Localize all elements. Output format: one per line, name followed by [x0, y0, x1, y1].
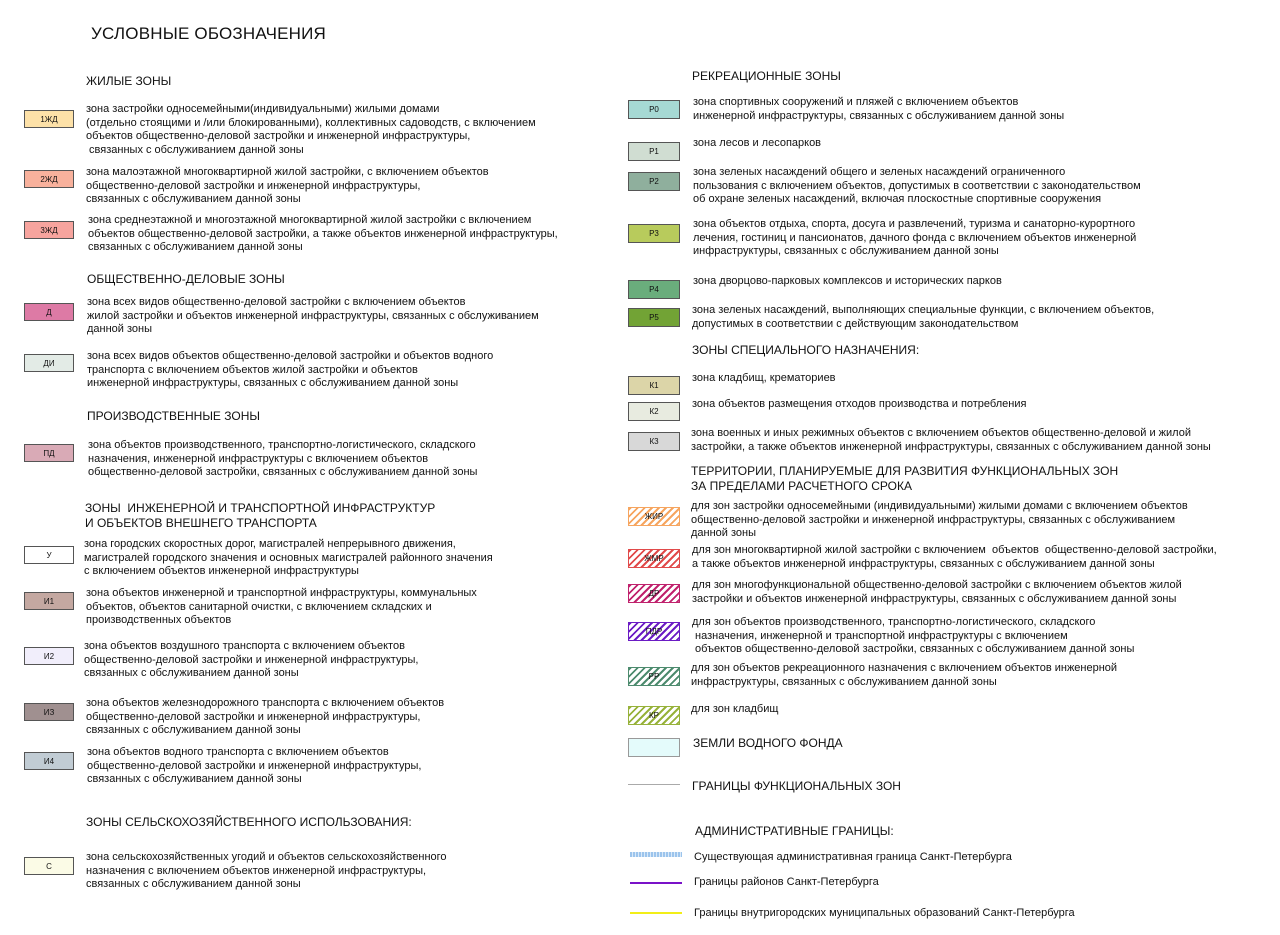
- swatch-label: Р3: [649, 229, 659, 238]
- desc-r1: зона лесов и лесопарков: [693, 137, 822, 149]
- desc-pdr: для зон объектов производственного, транспортно-логистического, складского назначения, инженерной и транспортной инфраструктуры с включением объектов общественно-деловой застройки, связанных с обслуживанием данной зоны: [692, 616, 1135, 656]
- swatch-label: Р5: [649, 313, 659, 322]
- legend-title: УСЛОВНЫЕ ОБОЗНАЧЕНИЯ: [91, 24, 327, 43]
- swatch-label: РР: [648, 672, 660, 681]
- section-agricultural: ЗОНЫ СЕЛЬСКОХОЗЯЙСТВЕННОГО ИСПОЛЬЗОВАНИЯ:: [86, 815, 412, 829]
- zone-border-line: [628, 784, 680, 785]
- swatch-label: Р1: [649, 147, 659, 156]
- desc-k3: зона военных и иных режимных объектов с включением объектов общественно-деловой и жилой застройки, а также объектов инженерной инфраструктуры, связанных с обслуживанием данной зоны: [691, 427, 1211, 453]
- swatch-label: ДИ: [43, 358, 55, 368]
- swatch-k3: [628, 432, 680, 451]
- swatch-kr: [628, 706, 680, 725]
- swatch-3zhd: [24, 221, 74, 239]
- swatch-k1: [628, 376, 680, 395]
- section-water: ЗЕМЛИ ВОДНОГО ФОНДА: [693, 736, 843, 750]
- swatch-label: Р2: [649, 177, 659, 186]
- swatch-zhmr: [628, 549, 680, 568]
- swatch-label: Р4: [649, 285, 659, 294]
- swatch-dr: [628, 584, 680, 603]
- desc-3zhd: зона среднеэтажной и многоэтажной многоквартирной жилой застройки с включением объектов общественно-деловой застройки, а также объектов инженерной инфраструктуры, связанных с обслуживанием данной зоны: [88, 214, 558, 254]
- swatch-label: И1: [43, 596, 55, 606]
- swatch-s: [24, 857, 74, 875]
- swatch-1zhd: [24, 110, 74, 128]
- desc-dr: для зон многофункциональной общественно-деловой застройки с включением объектов жилой застройки и объектов инженерной инфраструктуры, связанных с обслуживанием данной зоны: [692, 579, 1182, 605]
- admin-spb-label: Существующая административная граница Санкт-Петербурга: [694, 851, 1012, 863]
- swatch-label: У: [46, 550, 52, 560]
- swatch-label: ПД: [43, 448, 55, 458]
- district-border-line: [630, 882, 682, 884]
- swatch-k2: [628, 402, 680, 421]
- swatch-d: [24, 303, 74, 321]
- section-borders: ГРАНИЦЫ ФУНКЦИОНАЛЬНЫХ ЗОН: [692, 779, 901, 793]
- swatch-label: ЖМР: [644, 554, 664, 563]
- section-infrastructure: ЗОНЫ ИНЖЕНЕРНОЙ И ТРАНСПОРТНОЙ ИНФРАСТРУКТУР И ОБЪЕКТОВ ВНЕШНЕГО ТРАНСПОРТА: [85, 501, 436, 530]
- swatch-label: ПДР: [645, 627, 663, 636]
- desc-i1: зона объектов инженерной и транспортной инфраструктуры, коммунальных объектов, объектов санитарной очистки, с включением складских и производственных объектов: [86, 587, 477, 627]
- section-planned: ТЕРРИТОРИИ, ПЛАНИРУЕМЫЕ ДЛЯ РАЗВИТИЯ ФУНКЦИОНАЛЬНЫХ ЗОН ЗА ПРЕДЕЛАМИ РАСЧЕТНОГО СРОКА: [691, 464, 1119, 493]
- swatch-label: И4: [43, 756, 55, 766]
- section-business: ОБЩЕСТВЕННО-ДЕЛОВЫЕ ЗОНЫ: [87, 272, 285, 286]
- swatch-label: К2: [649, 407, 659, 416]
- desc-k1: зона кладбищ, крематориев: [692, 372, 836, 384]
- swatch-r5: [628, 308, 680, 327]
- desc-di: зона всех видов объектов общественно-деловой застройки и объектов водного транспорта с включением объектов жилой застройки и объектов инженерной инфраструктуры, связанных с обслуживанием данной зоны: [87, 350, 494, 390]
- swatch-label: К1: [649, 381, 659, 390]
- swatch-i1: [24, 592, 74, 610]
- desc-i3: зона объектов железнодорожного транспорта с включением объектов общественно-деловой застройки и инженерной инфраструктуры, связанных с обслуживанием данной зоны: [86, 697, 445, 737]
- swatch-r2: [628, 172, 680, 191]
- desc-rr: для зон объектов рекреационного назначения с включением объектов инженерной инфраструктуры, связанных с обслуживанием данной зоны: [691, 662, 1118, 688]
- swatch-label: ЖИР: [644, 512, 664, 521]
- swatch-label: Д: [46, 307, 52, 317]
- desc-i2: зона объектов воздушного транспорта с включением объектов общественно-деловой застройки и инженерной инфраструктуры, связанных с обслуживанием данной зоны: [84, 640, 419, 680]
- desc-zhir: для зон застройки односемейными (индивидуальными) жилыми домами с включением объектов общественно-деловой застройки и инженерной инфраструктуры, связанных с обслуживанием данной зоны: [691, 500, 1188, 540]
- desc-2zhd: зона малоэтажной многоквартирной жилой застройки, с включением объектов общественно-деловой застройки и инженерной инфраструктуры, связанных с обслуживанием данной зоны: [86, 166, 489, 206]
- desc-pd: зона объектов производственного, транспортно-логистического, складского назначения, инженерной инфраструктуры с включением объектов общественно-деловой застройки, связанных с обслуживанием данной зоны: [88, 439, 478, 479]
- swatch-rr: [628, 667, 680, 686]
- municipal-border-line: [630, 912, 682, 914]
- swatch-label: КР: [649, 711, 659, 720]
- desc-r4: зона дворцово-парковых комплексов и исторических парков: [693, 275, 1002, 287]
- swatch-label: К3: [649, 437, 659, 446]
- swatch-pd: [24, 444, 74, 462]
- swatch-r1: [628, 142, 680, 161]
- swatch-label: 3ЖД: [40, 225, 58, 235]
- swatch-label: 1ЖД: [40, 114, 58, 124]
- swatch-water: [628, 738, 680, 757]
- swatch-i2: [24, 647, 74, 665]
- section-special: ЗОНЫ СПЕЦИАЛЬНОГО НАЗНАЧЕНИЯ:: [692, 343, 920, 357]
- swatch-r0: [628, 100, 680, 119]
- desc-k2: зона объектов размещения отходов производства и потребления: [692, 398, 1027, 410]
- swatch-label: Р0: [649, 105, 659, 114]
- swatch-label: ДР: [648, 589, 660, 598]
- desc-r3: зона объектов отдыха, спорта, досуга и развлечений, туризма и санаторно-курортного лечения, гостиниц и пансионатов, дачного фонда с включением объектов инженерной инфраструктуры, связанных с обслуживанием данной зоны: [693, 218, 1137, 258]
- desc-i4: зона объектов водного транспорта с включением объектов общественно-деловой застройки и инженерной инфраструктуры, связанных с обслуживанием данной зоны: [87, 746, 422, 786]
- admin-districts-label: Границы районов Санкт-Петербурга: [694, 876, 879, 888]
- swatch-r4: [628, 280, 680, 299]
- section-production: ПРОИЗВОДСТВЕННЫЕ ЗОНЫ: [87, 409, 261, 423]
- desc-kr: для зон кладбищ: [691, 703, 779, 715]
- swatch-i4: [24, 752, 74, 770]
- swatch-r3: [628, 224, 680, 243]
- swatch-u: [24, 546, 74, 564]
- desc-1zhd: зона застройки односемейными(индивидуальными) жилыми домами (отдельно стоящими и /или блокированными), коллективных садоводств, с включением объектов общественно-деловой застройки и инженерной инфраструктуры, связанных с обслуживанием данной зоны: [86, 103, 536, 157]
- section-residential: ЖИЛЫЕ ЗОНЫ: [86, 74, 172, 88]
- desc-s: зона сельскохозяйственных угодий и объектов сельскохозяйственного назначения с включением объектов инженерной инфраструктуры, связанных с обслуживанием данной зоны: [86, 851, 447, 891]
- desc-r5: зона зеленых насаждений, выполняющих специальные функции, с включением объектов, допустимых в соответствии с действующим законодательством: [692, 304, 1155, 330]
- desc-r0: зона спортивных сооружений и пляжей с включением объектов инженерной инфраструктуры, связанных с обслуживанием данной зоны: [693, 96, 1065, 122]
- swatch-i3: [24, 703, 74, 721]
- swatch-label: ИЗ: [43, 707, 55, 717]
- swatch-zhir: [628, 507, 680, 526]
- desc-u: зона городских скоростных дорог, магистралей непрерывного движения, магистралей городского значения и основных магистралей районного значения с включением объектов инженерной инфраструктуры: [84, 538, 493, 578]
- section-admin: АДМИНИСТРАТИВНЫЕ ГРАНИЦЫ:: [695, 824, 894, 838]
- swatch-label: 2ЖД: [40, 174, 58, 184]
- swatch-di: [24, 354, 74, 372]
- section-recreational: РЕКРЕАЦИОННЫЕ ЗОНЫ: [692, 69, 841, 83]
- admin-municipal-label: Границы внутригородских муниципальных образований Санкт-Петербурга: [694, 907, 1075, 919]
- desc-d: зона всех видов общественно-деловой застройки с включением объектов жилой застройки и объектов инженерной инфраструктуры, связанных с обслуживанием данной зоны: [87, 296, 539, 336]
- desc-zhmr: для зон многоквартирной жилой застройки с включением объектов общественно-деловой застройки, а также объектов инженерной инфраструктуры, связанных с обслуживанием данной зоны: [692, 544, 1217, 570]
- swatch-label: И2: [43, 651, 55, 661]
- desc-r2: зона зеленых насаждений общего и зеленых насаждений ограниченного пользования с включением объектов, допустимых в соответствии с законодательством об охране зеленых насаждений, включая плоскостные спортивные сооружения: [693, 166, 1141, 206]
- spb-border-line: [630, 852, 682, 857]
- swatch-label: С: [46, 861, 52, 871]
- swatch-pdr: [628, 622, 680, 641]
- swatch-2zhd: [24, 170, 74, 188]
